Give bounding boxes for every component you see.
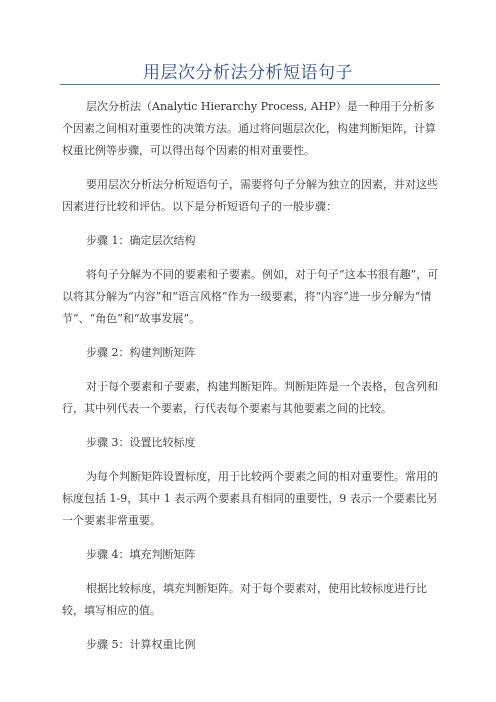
- step-5-heading: 步骤 5：计算权重比例: [86, 638, 196, 651]
- step-2-paragraph: 对于每个要素和子要素，构建判断矩阵。判断矩阵是一个表格，包含列和行，其中列代表一个要素，行代表每个要素与其他要素之间的比较。: [62, 380, 438, 415]
- page-title: 用层次分析法分析短语句子: [143, 63, 353, 83]
- step-3-heading: 步骤 3：设置比较标度: [86, 436, 196, 449]
- step-2-heading: 步骤 2：构建判断矩阵: [86, 346, 196, 359]
- intro-paragraph: 层次分析法（Analytic Hierarchy Process, AHP）是一种用于分析多个因素之间相对重要性的决策方法。通过将问题层次化，构建判断矩阵，计算权重比例等步骤，可以得出每个因素的相对重要性。: [62, 100, 436, 157]
- step-4-heading: 步骤 4：填充判断矩阵: [86, 548, 196, 561]
- title-divider: [60, 84, 440, 85]
- step-1-heading: 步骤 1：确定层次结构: [86, 234, 196, 247]
- document-body: [62, 96, 442, 668]
- method-paragraph: 要用层次分析法分析短语句子，需要将句子分解为独立的因素，并对这些因素进行比较和评估。以下是分析短语句子的一般步骤：: [62, 178, 438, 213]
- step-4-paragraph: 根据比较标度，填充判断矩阵。对于每个要素对，使用比较标度进行比较，填写相应的值。: [62, 582, 427, 617]
- step-1-paragraph: 将句子分解为不同的要素和子要素。例如，对于句子“这本书很有趣”，可以将其分解为“内容”和“语言风格”作为一级要素，将“内容”进一步分解为“情节”、“角色”和“故事发展”。: [62, 268, 439, 325]
- step-3-paragraph: 为每个判断矩阵设置标度，用于比较两个要素之间的相对重要性。常用的标度包括 1-9，其中 1 表示两个要素具有相同的重要性，9 表示一个要素比另一个要素非常重要。: [62, 470, 438, 527]
